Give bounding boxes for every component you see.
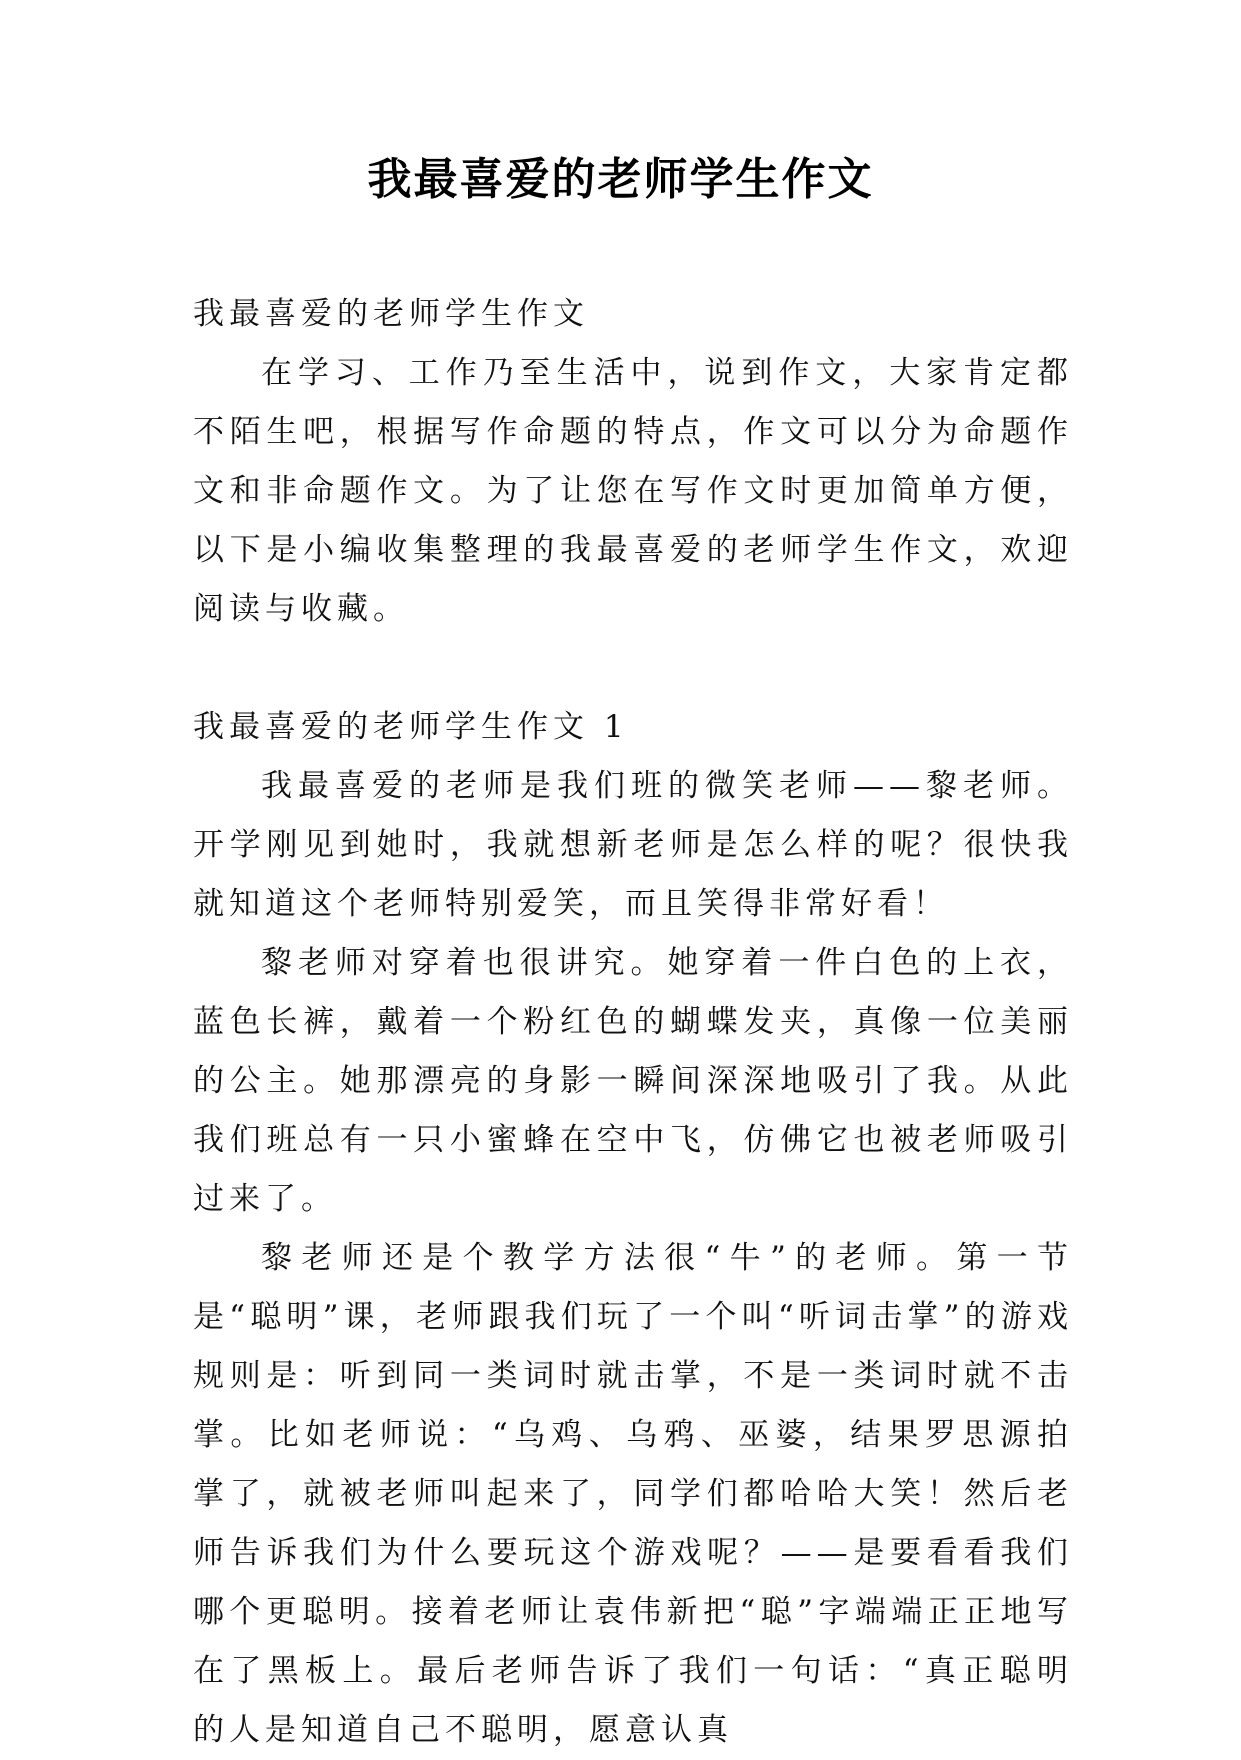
intro-heading: 我最喜爱的老师学生作文 (193, 296, 589, 332)
essay-1-paragraph-2: 黎老师对穿着也很讲究。她穿着一件白色的上衣，蓝色长裤，戴着一个粉红色的蝴蝶发夹，真像一位美丽的公主。她那漂亮的身影一瞬间深深地吸引了我。从此我们班总有一只小蜜蜂在空中飞，仿佛它也被老师吸引过来了。 (193, 945, 1073, 1217)
section-spacer (193, 639, 1073, 698)
intro-paragraph: 在学习、工作乃至生活中，说到作文，大家肯定都不陌生吧，根据写作命题的特点，作文可以分为命题作文和非命题作文。为了让您在写作文时更加简单方便，以下是小编收集整理的我最喜爱的老师学生作文，欢迎阅读与收藏。 (193, 355, 1073, 627)
document-body (193, 285, 1073, 1760)
document-title: 我最喜爱的老师学生作文 (367, 154, 874, 205)
essay-1-heading: 我最喜爱的老师学生作文 1 (193, 709, 629, 745)
essay-1-paragraph-1: 我最喜爱的老师是我们班的微笑老师——黎老师。开学刚见到她时，我就想新老师是怎么样的呢？很快我就知道这个老师特别爱笑，而且笑得非常好看！ (193, 768, 1073, 922)
essay-1-paragraph-3: 黎老师还是个教学方法很“牛”的老师。第一节是“聪明”课，老师跟我们玩了一个叫“听词击掌”的游戏规则是：听到同一类词时就击掌，不是一类词时就不击掌。比如老师说：“乌鸡、乌鸦、巫婆，结果罗思源拍掌了，就被老师叫起来了，同学们都哈哈大笑！然后老师告诉我们为什么要玩这个游戏呢？——是要看看我们哪个更聪明。接着老师让袁伟新把“聪”字端端正正地写在了黑板上。最后老师告诉了我们一句话：“真正聪明的人是知道自己不聪明，愿意认真 (193, 1240, 1073, 1748)
